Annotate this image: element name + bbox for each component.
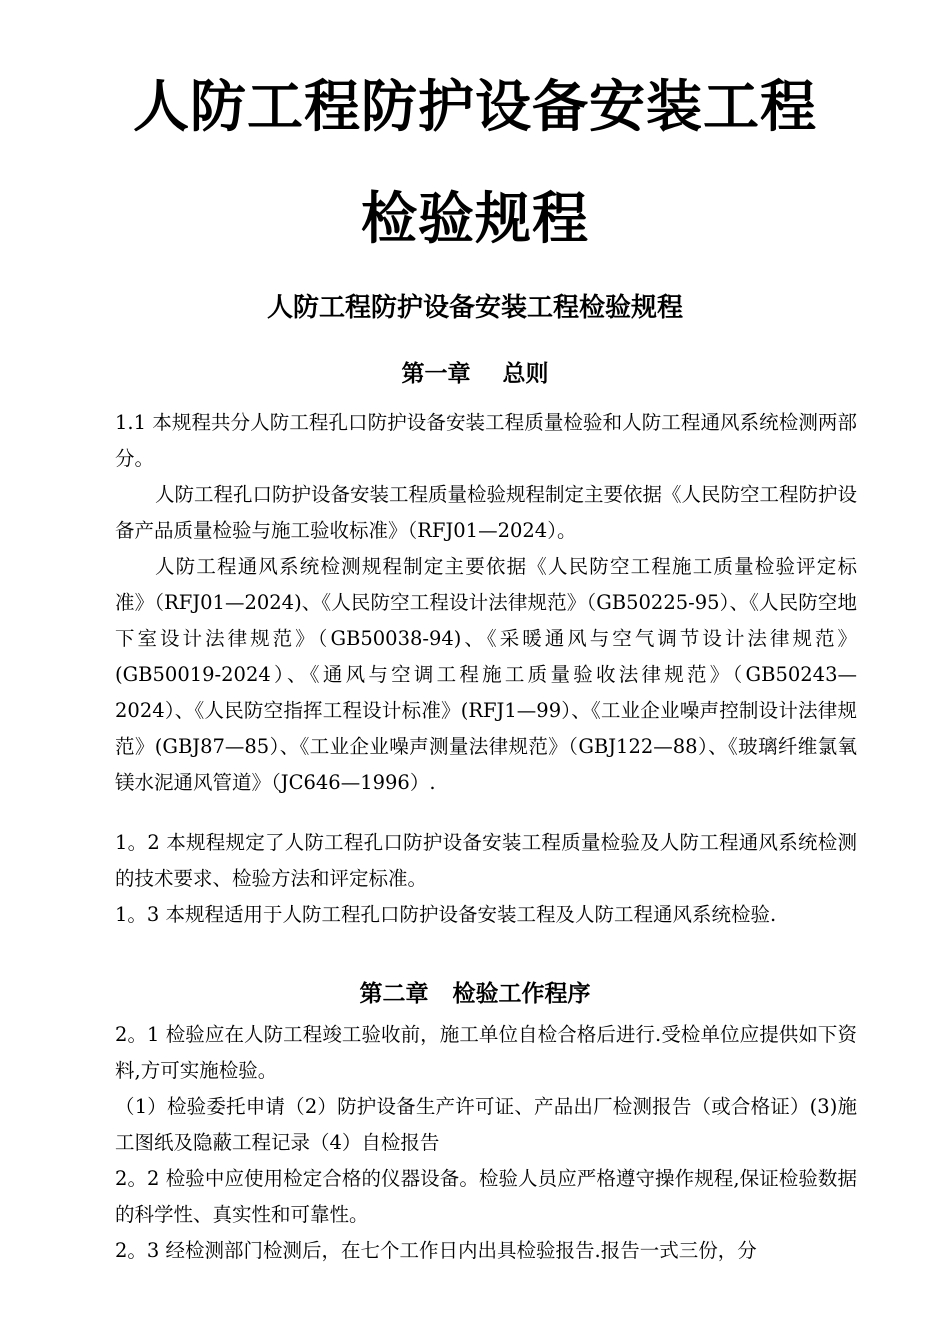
paragraph-basis-protection: 人防工程孔口防护设备安装工程质量检验规程制定主要依据《人民防空工程防护设备产品质量检验与施工验收标准》（RFJ01—2024）。 [115,483,858,542]
paragraph-1-2: 1。2 本规程规定了人防工程孔口防护设备安装工程质量检验及人防工程通风系统检测的技术要求、检验方法和评定标准。 [115,831,857,890]
paragraph-2-2: 2。2 检验中应使用检定合格的仪器设备。检验人员应严格遵守操作规程,保证检验数据的科学性、真实性和可靠性。 [115,1167,857,1226]
paragraph-1-1: 1.1 本规程共分人防工程孔口防护设备安装工程质量检验和人防工程通风系统检测两部分。 [115,411,857,470]
chapter-1-heading: 第一章 总则 [401,361,549,387]
paragraph-basis-ventilation: 人防工程通风系统检测规程制定主要依据《人民防空工程施工质量检验评定标准》（RFJ01—2024)、《人民防空工程设计法律规范》（GB50225-95）、《人民防空地下室设计法律规范》（GB50038-94)、《采暖通风与空气调节设计法律规范》 (GB50019-2024）、《通风与空调工程施工质量验收法律规范》（GB50243—2024）、《人民防空指挥工程设计标准》(RFJ1—99）、《工业企业噪声控制设计法律规范》(GBJ87—85）、《工业企业噪声测量法律规范》（GBJ122—88）、《玻璃纤维氯氧镁水泥通风管道》（JC646—1996）. [115,555,857,794]
paragraph-2-3: 2。3 经检测部门检测后，在七个工作日内出具检验报告.报告一式三份，分 [115,1239,757,1262]
paragraph-1-3: 1。3 本规程适用于人防工程孔口防护设备安装工程及人防工程通风系统检验. [115,903,777,926]
document-subtitle: 人防工程防护设备安装工程检验规程 [266,293,683,323]
chapter-2-heading: 第二章 检验工作程序 [359,981,591,1007]
document-title-line-1: 人防工程防护设备安装工程 [133,75,817,140]
document-title-line-2: 检验规程 [361,187,589,252]
paragraph-2-1: 2。1 检验应在人防工程竣工验收前，施工单位自检合格后进行.受检单位应提供如下资料,方可实施检验。 [115,1023,857,1082]
paragraph-required-materials: （1）检验委托申请（2）防护设备生产许可证、产品出厂检测报告（或合格证）(3)施工图纸及隐蔽工程记录（4）自检报告 [115,1095,857,1154]
